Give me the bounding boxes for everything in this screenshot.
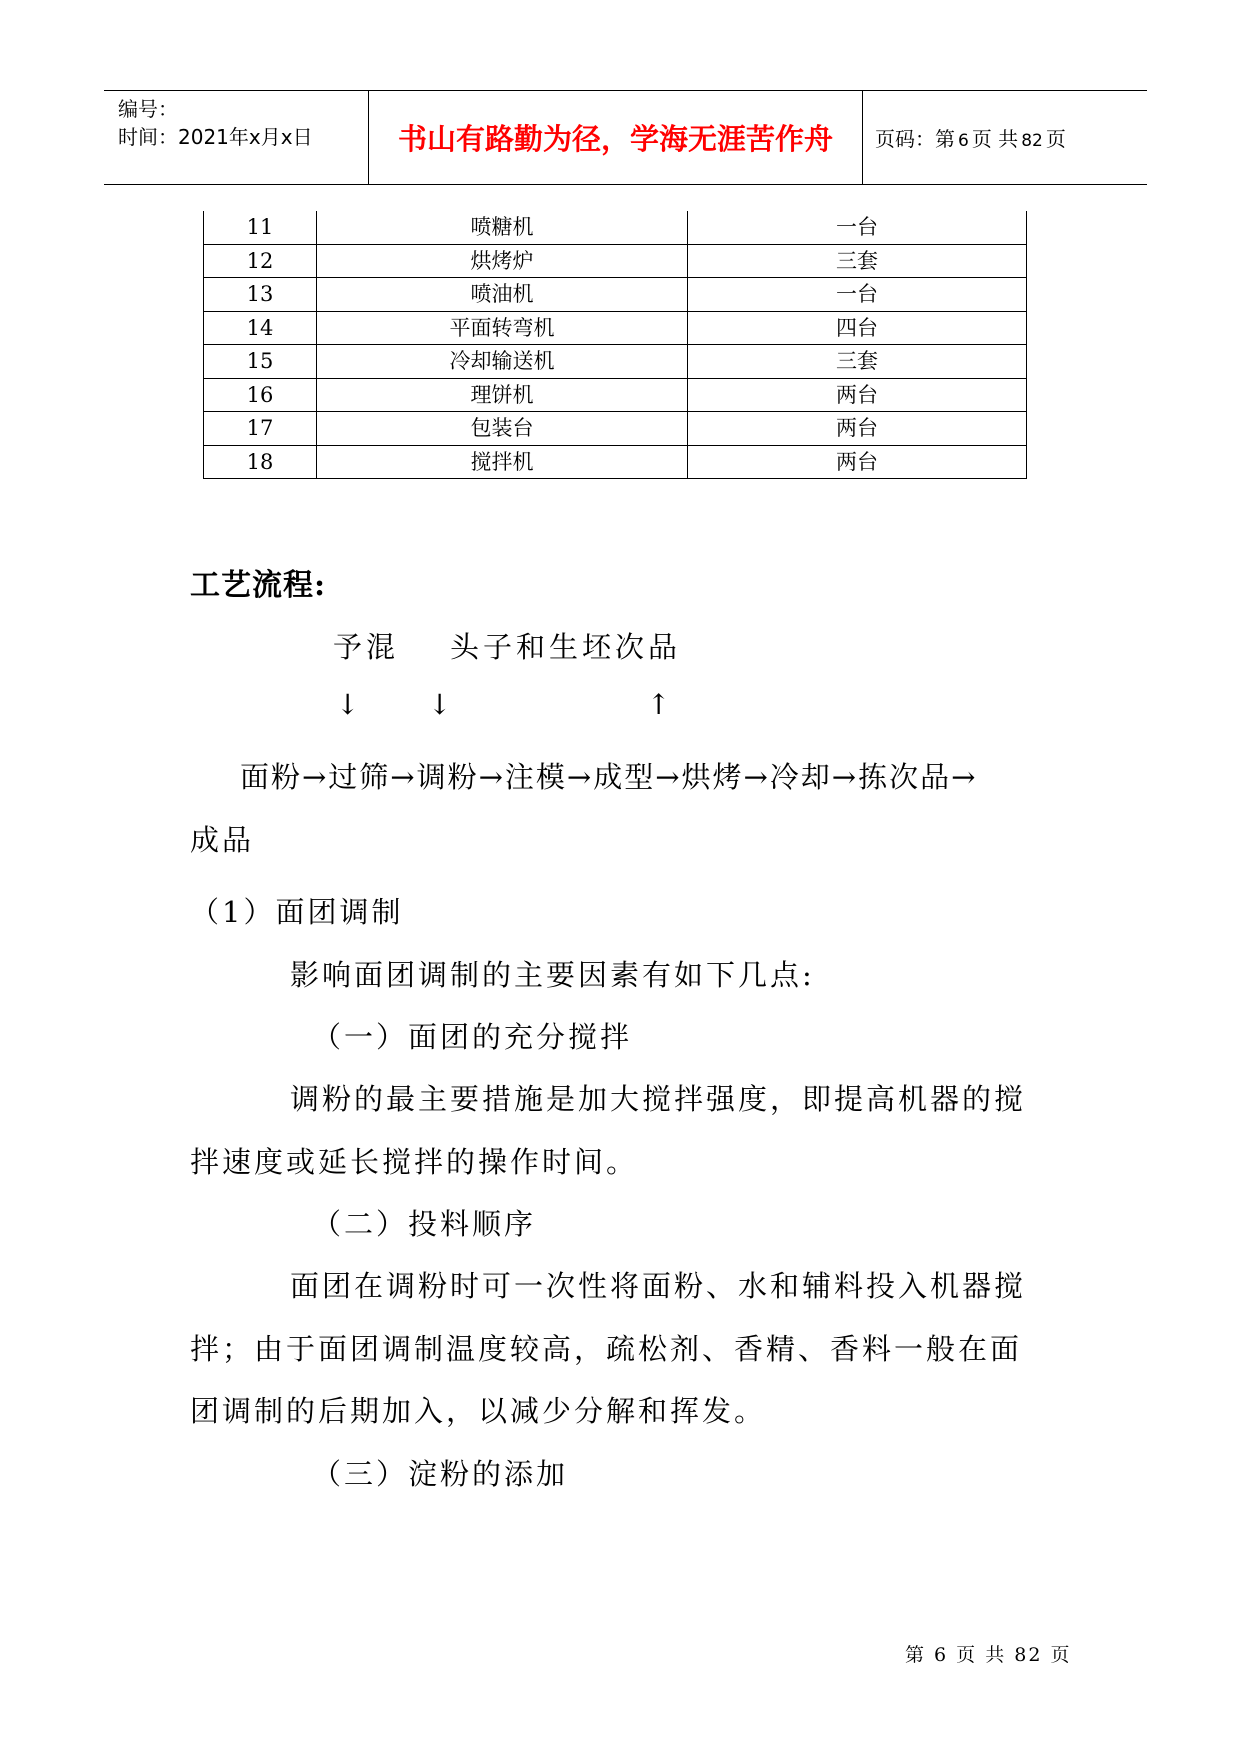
section-heading-1: （1）面团调制: [190, 895, 404, 929]
number-label: 编号：: [118, 97, 178, 121]
table-row: [204, 311, 1027, 345]
row-number: 12: [204, 244, 317, 278]
equipment-quantity: 一台: [688, 211, 1027, 244]
header-left-cell: [104, 91, 369, 184]
arrow-down-2: ↓: [428, 688, 452, 721]
subheading-1: （一）面团的充分搅拌: [312, 1020, 633, 1054]
subheading-3: （三）淀粉的添加: [312, 1457, 569, 1491]
equipment-quantity: 三套: [688, 345, 1027, 379]
equipment-name: 冷却输送机: [317, 345, 688, 379]
equipment-name: 搅拌机: [317, 445, 688, 479]
row-number: 16: [204, 378, 317, 412]
time-label: 时间：2021年x月x日: [118, 125, 313, 149]
table-row: [204, 345, 1027, 379]
equipment-name: 包装台: [317, 412, 688, 446]
paragraph-2-line-1: 面团在调粉时可一次性将面粉、水和辅料投入机器搅: [290, 1269, 1027, 1303]
equipment-name: 喷糖机: [317, 211, 688, 244]
equipment-table: [203, 211, 1027, 479]
row-number: 17: [204, 412, 317, 446]
row-number: 18: [204, 445, 317, 479]
paragraph-1-line-2: 拌速度或延长搅拌的操作时间。: [190, 1145, 639, 1179]
header-motto: 书山有路勤为径，学海无涯苦作舟: [369, 91, 863, 184]
equipment-quantity: 两台: [688, 378, 1027, 412]
page-info: [875, 123, 1066, 152]
row-number: 13: [204, 278, 317, 312]
table-row: [204, 278, 1027, 312]
equipment-quantity: 一台: [688, 278, 1027, 312]
equipment-name: 平面转弯机: [317, 311, 688, 345]
flow-line-2: 成品: [190, 823, 255, 857]
table-row: [204, 244, 1027, 278]
page-prefix: 页码：第: [875, 127, 955, 151]
row-number: 15: [204, 345, 317, 379]
equipment-name: 理饼机: [317, 378, 688, 412]
equipment-name: 喷油机: [317, 278, 688, 312]
paragraph-2-line-2: 拌；由于面团调制温度较高，疏松剂、香精、香料一般在面: [190, 1332, 1023, 1366]
page-header: [104, 90, 1147, 185]
equipment-quantity: 两台: [688, 445, 1027, 479]
table-row: [204, 378, 1027, 412]
intro-paragraph: 影响面团调制的主要因素有如下几点:: [290, 958, 815, 992]
flow-top-label-1: 予混: [333, 630, 400, 664]
paragraph-2-line-3: 团调制的后期加入，以减少分解和挥发。: [190, 1394, 767, 1428]
row-number: 14: [204, 311, 317, 345]
table-row: [204, 445, 1027, 479]
page-suffix: 页: [1045, 127, 1066, 151]
subheading-2: （二）投料顺序: [312, 1207, 537, 1241]
table-row: [204, 412, 1027, 446]
equipment-quantity: 两台: [688, 412, 1027, 446]
page-footer: 第 6 页 共 82 页: [905, 1644, 1072, 1666]
paragraph-1-line-1: 调粉的最主要措施是加大搅拌强度，即提高机器的搅: [290, 1082, 1027, 1116]
equipment-quantity: 四台: [688, 311, 1027, 345]
flow-top-label-2: 头子和生坯次品: [450, 630, 682, 664]
page-number: 6: [958, 131, 969, 151]
header-page-info: [863, 91, 1147, 184]
arrow-down-1: ↓: [336, 688, 360, 721]
process-title: 工艺流程:: [190, 568, 327, 603]
page-total: 82: [1021, 131, 1043, 151]
flow-line-1: 面粉→过筛→调粉→注模→成型→烘烤→冷却→拣次品→: [240, 760, 978, 794]
table-row: [204, 211, 1027, 244]
page-mid: 页 共: [971, 127, 1019, 151]
arrow-up: ↑: [647, 688, 671, 721]
row-number: 11: [204, 211, 317, 244]
equipment-name: 烘烤炉: [317, 244, 688, 278]
equipment-quantity: 三套: [688, 244, 1027, 278]
